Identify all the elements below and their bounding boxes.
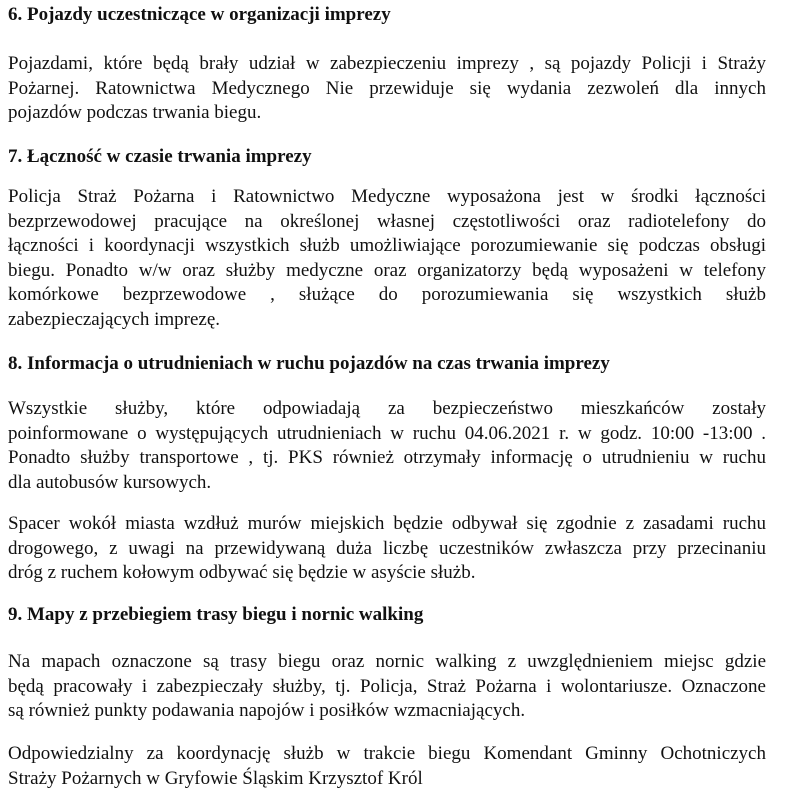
text-line: dróg z ruchem kołowym odbywać się będzie w asyście służb. (8, 562, 476, 583)
section-6-paragraph (8, 52, 766, 126)
text-line: są również punkty podawania napojów i posiłków wzmacniających. (8, 700, 526, 721)
section-7-paragraph (8, 185, 766, 332)
text-line: łączności i koordynacji wszystkich służb umożliwiające porozumiewanie się podczas obsługi (8, 235, 766, 256)
section-9-paragraph-1 (8, 650, 766, 724)
section-9-heading: 9. Mapy z przebiegiem trasy biegu i nornic walking (8, 604, 424, 625)
text-line: Odpowiedzialny za koordynację służb w trakcie biegu Komendant Gminny Ochotniczych (8, 743, 766, 764)
text-line: Pojazdami, które będą brały udział w zabezpieczeniu imprezy , są pojazdy Policji i Straży (8, 53, 766, 74)
text-line: Na mapach oznaczone są trasy biegu oraz nornic walking z uwzględnieniem miejsc gdzie (8, 651, 766, 672)
text-line: drogowego, z uwagi na przewidywaną duża liczbę uczestników zwłaszcza przy przecinaniu (8, 537, 766, 559)
section-8-paragraph-2 (8, 512, 766, 586)
text-line: biegu. Ponadto w/w oraz służby medyczne oraz organizatorzy będą wyposażeni w telefony (8, 259, 766, 281)
text-line: pojazdów podczas trwania biegu. (8, 102, 262, 123)
text-line: zabezpieczających imprezę. (8, 308, 221, 330)
section-9-paragraph-2 (8, 742, 766, 791)
text-line: poinformowane o występujących utrudnieniach w ruchu 04.06.2021 r. w godz. 10:00 -13:00 . (8, 422, 766, 444)
text-line: Wszystkie służby, które odpowiadają za bezpieczeństwo mieszkańców zostały (8, 398, 766, 419)
text-line: Ponadto służby transportowe , tj. PKS również otrzymały informację o utrudnieniu w ruchu (8, 447, 766, 468)
text-line: dla autobusów kursowych. (8, 471, 212, 493)
section-8-heading: 8. Informacja o utrudnieniach w ruchu pojazdów na czas trwania imprezy (8, 353, 610, 374)
text-line: Policja Straż Pożarna i Ratownictwo Medyczne wyposażona jest w środki łączności (8, 186, 766, 207)
text-line: Pożarnej. Ratownictwa Medycznego Nie przewiduje się wydania zezwoleń dla innych (8, 77, 766, 99)
text-line: komórkowe bezprzewodowe , służące do porozumiewania się wszystkich służb (8, 284, 766, 305)
text-line: Spacer wokół miasta wzdłuż murów miejskich będzie odbywał się zgodnie z zasadami ruchu (8, 513, 766, 534)
text-line: będą pracowały i zabezpieczały służby, tj. Policja, Straż Pożarna i wolontariusze. Oznaczone (8, 675, 766, 697)
text-line: Straży Pożarnych w Gryfowie Śląskim Krzysztof Król (8, 767, 423, 789)
section-6-heading: 6. Pojazdy uczestniczące w organizacji imprezy (8, 4, 391, 25)
text-line: bezprzewodowej pracujące na określonej własnej częstotliwości oraz radiotelefony do (8, 210, 766, 232)
section-7-heading: 7. Łączność w czasie trwania imprezy (8, 146, 312, 167)
section-8-paragraph-1 (8, 397, 766, 495)
